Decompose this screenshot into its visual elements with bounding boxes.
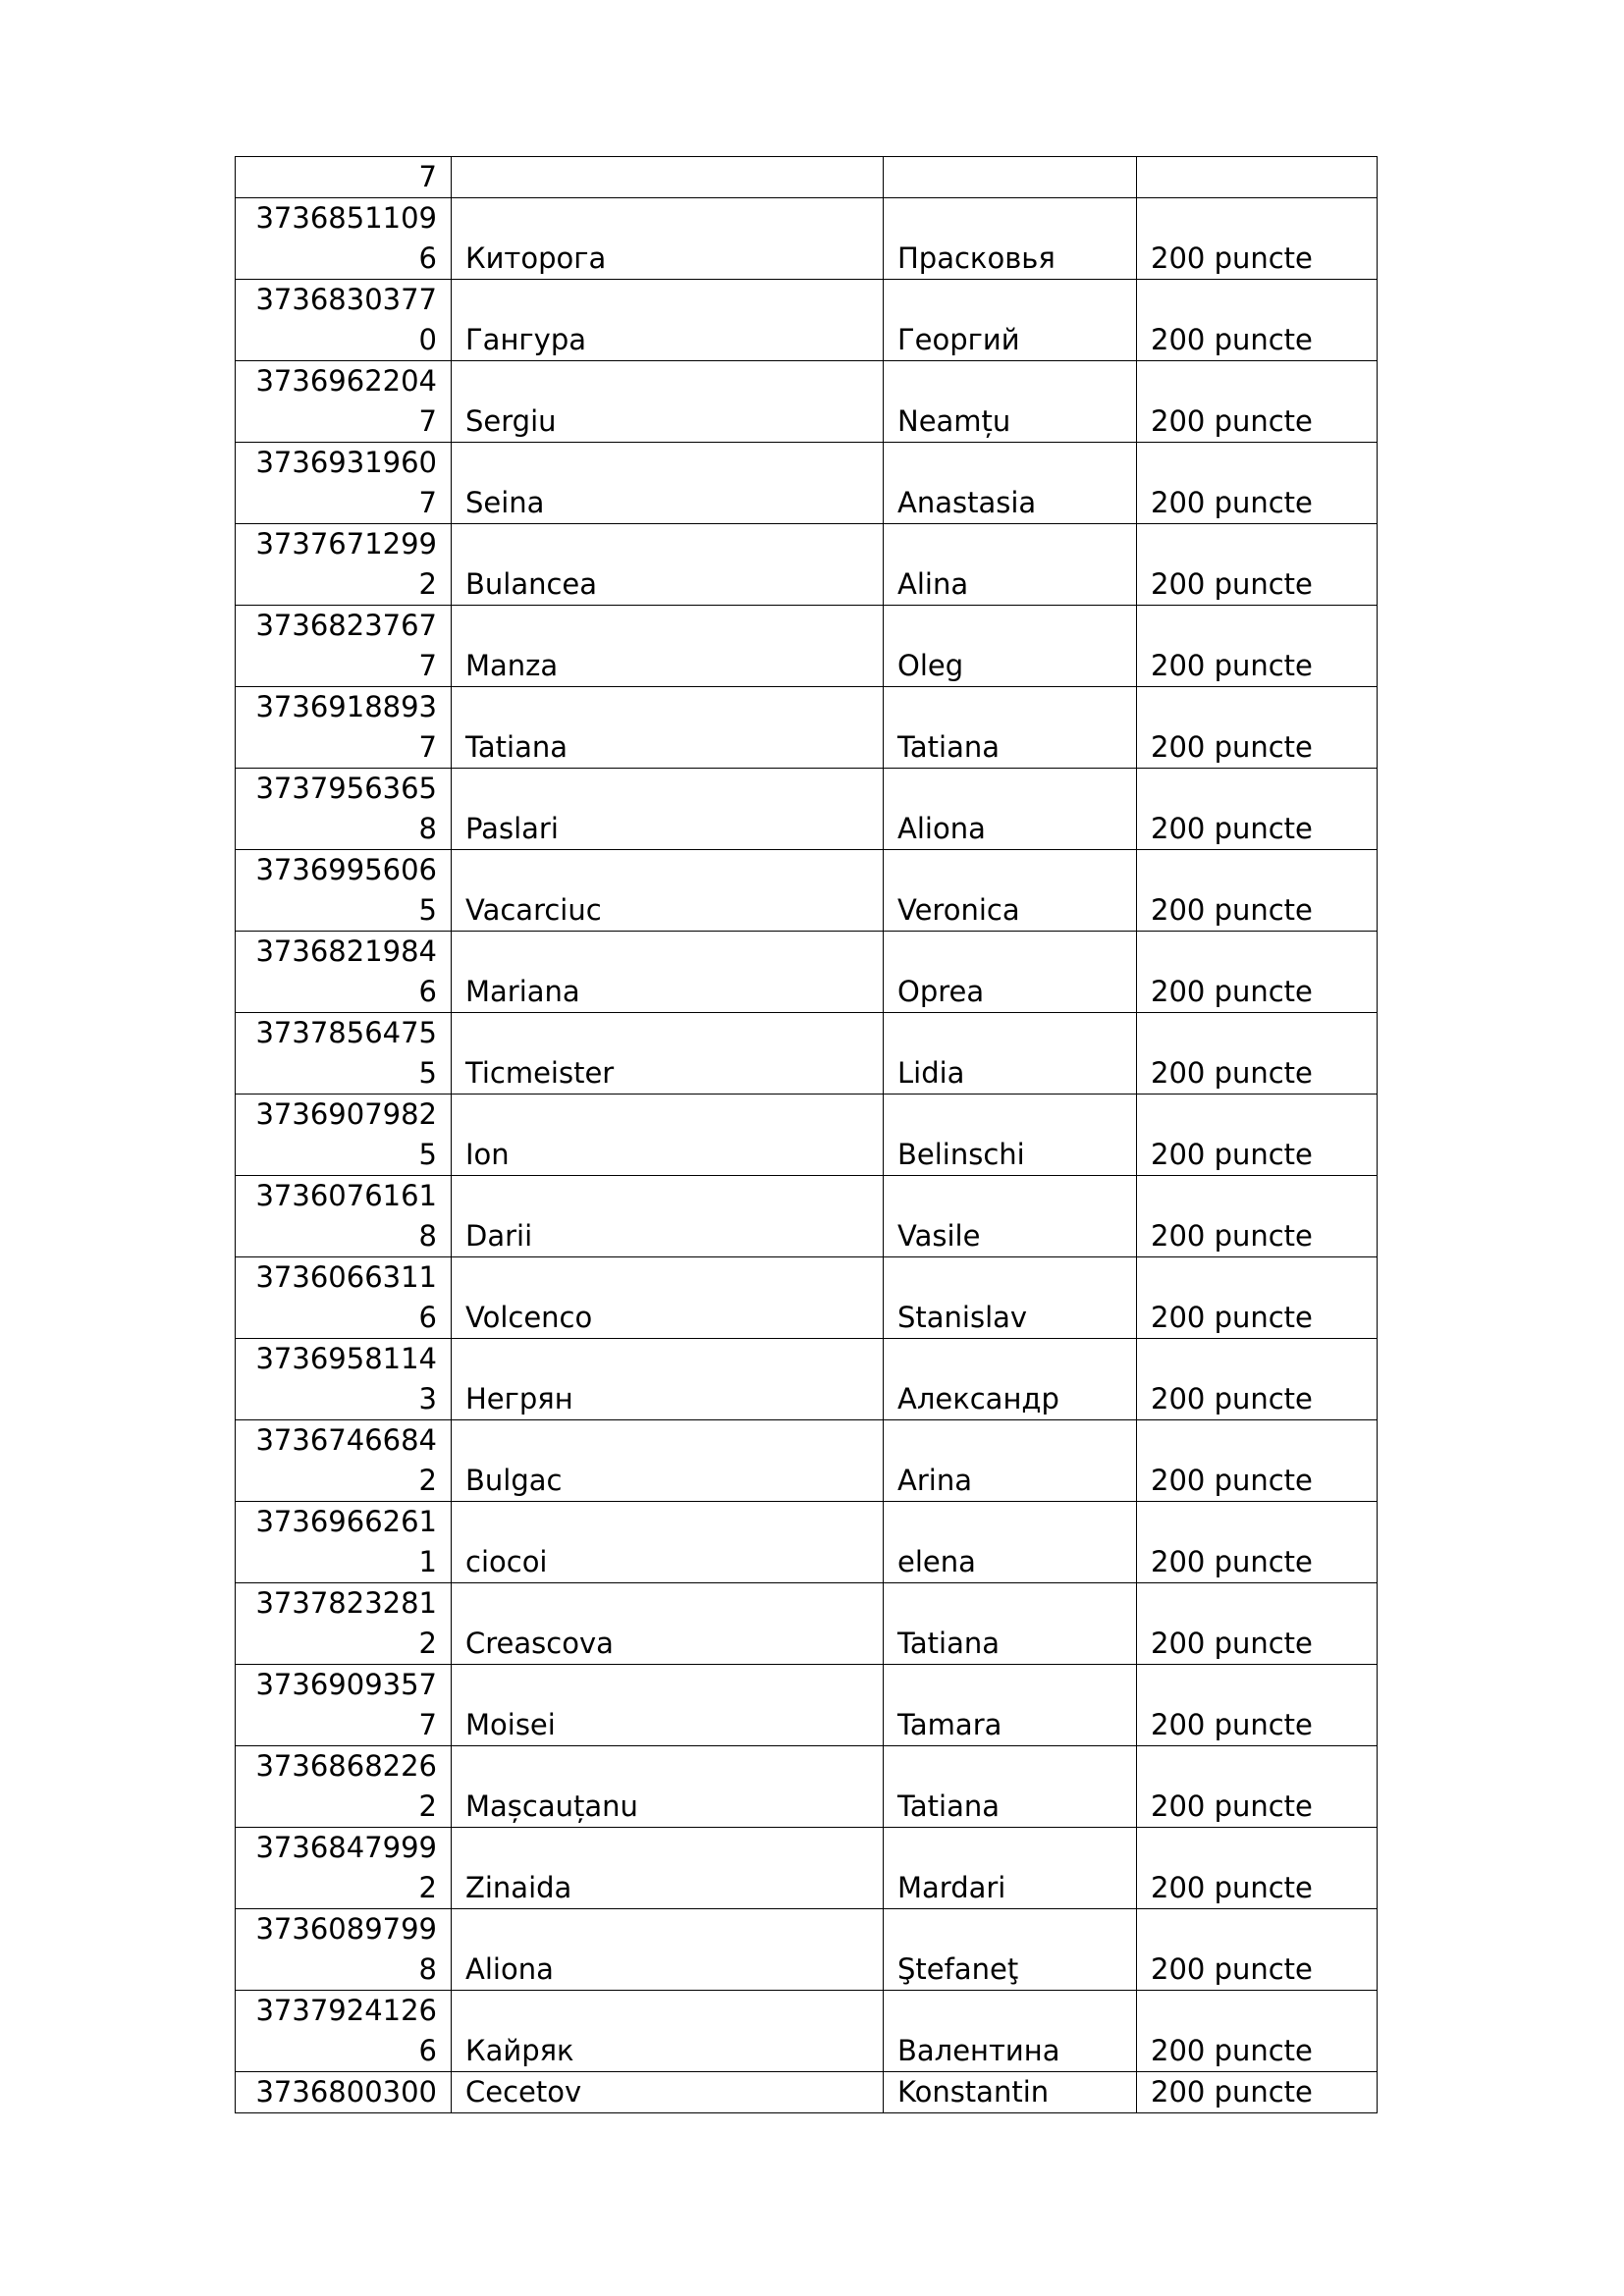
table-row: [236, 1991, 1378, 2072]
table-row: [236, 687, 1378, 769]
points-cell: 200 puncte: [1137, 1991, 1378, 2072]
table-row: [236, 1013, 1378, 1095]
last-name-cell: Mașcauțanu: [452, 1746, 884, 1828]
last-name-cell: Гангура: [452, 280, 884, 361]
last-name-cell: Volcenco: [452, 1257, 884, 1339]
points-cell: 200 puncte: [1137, 1420, 1378, 1502]
first-name-cell: Mardari: [884, 1828, 1137, 1909]
points-cell: 200 puncte: [1137, 524, 1378, 606]
phone-cell: 3736076161 8: [236, 1176, 452, 1257]
points-cell: [1137, 157, 1378, 198]
last-name-cell: Sergiu: [452, 361, 884, 443]
table-row: [236, 1176, 1378, 1257]
first-name-cell: elena: [884, 1502, 1137, 1583]
points-cell: 200 puncte: [1137, 687, 1378, 769]
phone-cell: 3736066311 6: [236, 1257, 452, 1339]
last-name-cell: Paslari: [452, 769, 884, 850]
last-name-cell: Кайряк: [452, 1991, 884, 2072]
first-name-cell: Anastasia: [884, 443, 1137, 524]
last-name-cell: Bulgac: [452, 1420, 884, 1502]
phone-cell: 3736931960 7: [236, 443, 452, 524]
first-name-cell: Oprea: [884, 932, 1137, 1013]
table-row: [236, 1909, 1378, 1991]
points-cell: 200 puncte: [1137, 1095, 1378, 1176]
points-cell: 200 puncte: [1137, 1013, 1378, 1095]
first-name-cell: Vasile: [884, 1176, 1137, 1257]
last-name-cell: Vacarciuc: [452, 850, 884, 932]
phone-cell: 3736823767 7: [236, 606, 452, 687]
phone-cell: 3736746684 2: [236, 1420, 452, 1502]
points-cell: 200 puncte: [1137, 443, 1378, 524]
points-cell: 200 puncte: [1137, 2072, 1378, 2113]
phone-cell: 3737856475 5: [236, 1013, 452, 1095]
table-row: [236, 1746, 1378, 1828]
phone-cell: 3736907982 5: [236, 1095, 452, 1176]
last-name-cell: Негрян: [452, 1339, 884, 1420]
phone-cell: 3736962204 7: [236, 361, 452, 443]
table-row: [236, 932, 1378, 1013]
first-name-cell: Alina: [884, 524, 1137, 606]
table-row: [236, 157, 1378, 198]
first-name-cell: Neamțu: [884, 361, 1137, 443]
phone-cell: 3736909357 7: [236, 1665, 452, 1746]
phone-cell: 3736089799 8: [236, 1909, 452, 1991]
points-cell: 200 puncte: [1137, 198, 1378, 280]
first-name-cell: Oleg: [884, 606, 1137, 687]
table-row: [236, 1828, 1378, 1909]
table-row: [236, 1420, 1378, 1502]
points-cell: 200 puncte: [1137, 1176, 1378, 1257]
participants-table: [235, 156, 1378, 2113]
last-name-cell: Киторога: [452, 198, 884, 280]
table-row: [236, 1502, 1378, 1583]
last-name-cell: Bulancea: [452, 524, 884, 606]
table-row: [236, 443, 1378, 524]
last-name-cell: ciocoi: [452, 1502, 884, 1583]
phone-cell: 3736821984 6: [236, 932, 452, 1013]
points-cell: 200 puncte: [1137, 1828, 1378, 1909]
phone-cell: 3736966261 1: [236, 1502, 452, 1583]
phone-cell: 3736995606 5: [236, 850, 452, 932]
points-cell: 200 puncte: [1137, 1339, 1378, 1420]
last-name-cell: Ion: [452, 1095, 884, 1176]
phone-cell: 3737823281 2: [236, 1583, 452, 1665]
phone-cell: 3736958114 3: [236, 1339, 452, 1420]
table-row: [236, 524, 1378, 606]
last-name-cell: Mariana: [452, 932, 884, 1013]
table-row: [236, 1257, 1378, 1339]
points-cell: 200 puncte: [1137, 1502, 1378, 1583]
points-cell: 200 puncte: [1137, 1665, 1378, 1746]
last-name-cell: [452, 157, 884, 198]
first-name-cell: [884, 157, 1137, 198]
points-cell: 200 puncte: [1137, 1909, 1378, 1991]
first-name-cell: Прасковья: [884, 198, 1137, 280]
first-name-cell: Ştefaneţ: [884, 1909, 1137, 1991]
first-name-cell: Veronica: [884, 850, 1137, 932]
last-name-cell: Creascova: [452, 1583, 884, 1665]
first-name-cell: Lidia: [884, 1013, 1137, 1095]
first-name-cell: Konstantin: [884, 2072, 1137, 2113]
first-name-cell: Александр: [884, 1339, 1137, 1420]
phone-cell: 3736830377 0: [236, 280, 452, 361]
table-body: [236, 157, 1378, 2113]
last-name-cell: Ticmeister: [452, 1013, 884, 1095]
points-cell: 200 puncte: [1137, 1583, 1378, 1665]
table-row: [236, 280, 1378, 361]
table-row: [236, 1583, 1378, 1665]
last-name-cell: Zinaida: [452, 1828, 884, 1909]
table-row: [236, 606, 1378, 687]
phone-cell: 3736868226 2: [236, 1746, 452, 1828]
first-name-cell: Belinschi: [884, 1095, 1137, 1176]
points-cell: 200 puncte: [1137, 280, 1378, 361]
table-row: [236, 769, 1378, 850]
phone-cell: 3737956365 8: [236, 769, 452, 850]
first-name-cell: Aliona: [884, 769, 1137, 850]
phone-cell: 3736800300: [236, 2072, 452, 2113]
first-name-cell: Tatiana: [884, 1583, 1137, 1665]
phone-cell: 3736851109 6: [236, 198, 452, 280]
table-row: [236, 1339, 1378, 1420]
table-row: [236, 850, 1378, 932]
phone-cell: 3737924126 6: [236, 1991, 452, 2072]
points-cell: 200 puncte: [1137, 361, 1378, 443]
first-name-cell: Tatiana: [884, 1746, 1137, 1828]
points-cell: 200 puncte: [1137, 1257, 1378, 1339]
table-row: [236, 2072, 1378, 2113]
table-row: [236, 361, 1378, 443]
table-row: [236, 198, 1378, 280]
first-name-cell: Валентина: [884, 1991, 1137, 2072]
last-name-cell: Moisei: [452, 1665, 884, 1746]
first-name-cell: Георгий: [884, 280, 1137, 361]
points-cell: 200 puncte: [1137, 850, 1378, 932]
last-name-cell: Aliona: [452, 1909, 884, 1991]
first-name-cell: Stanislav: [884, 1257, 1137, 1339]
points-cell: 200 puncte: [1137, 1746, 1378, 1828]
last-name-cell: Manza: [452, 606, 884, 687]
table-row: [236, 1095, 1378, 1176]
phone-cell: 7: [236, 157, 452, 198]
first-name-cell: Arina: [884, 1420, 1137, 1502]
phone-cell: 3737671299 2: [236, 524, 452, 606]
phone-cell: 3736918893 7: [236, 687, 452, 769]
points-cell: 200 puncte: [1137, 606, 1378, 687]
table-row: [236, 1665, 1378, 1746]
last-name-cell: Cecetov: [452, 2072, 884, 2113]
first-name-cell: Tatiana: [884, 687, 1137, 769]
last-name-cell: Seina: [452, 443, 884, 524]
phone-cell: 3736847999 2: [236, 1828, 452, 1909]
last-name-cell: Darii: [452, 1176, 884, 1257]
last-name-cell: Tatiana: [452, 687, 884, 769]
first-name-cell: Tamara: [884, 1665, 1137, 1746]
points-cell: 200 puncte: [1137, 932, 1378, 1013]
points-cell: 200 puncte: [1137, 769, 1378, 850]
